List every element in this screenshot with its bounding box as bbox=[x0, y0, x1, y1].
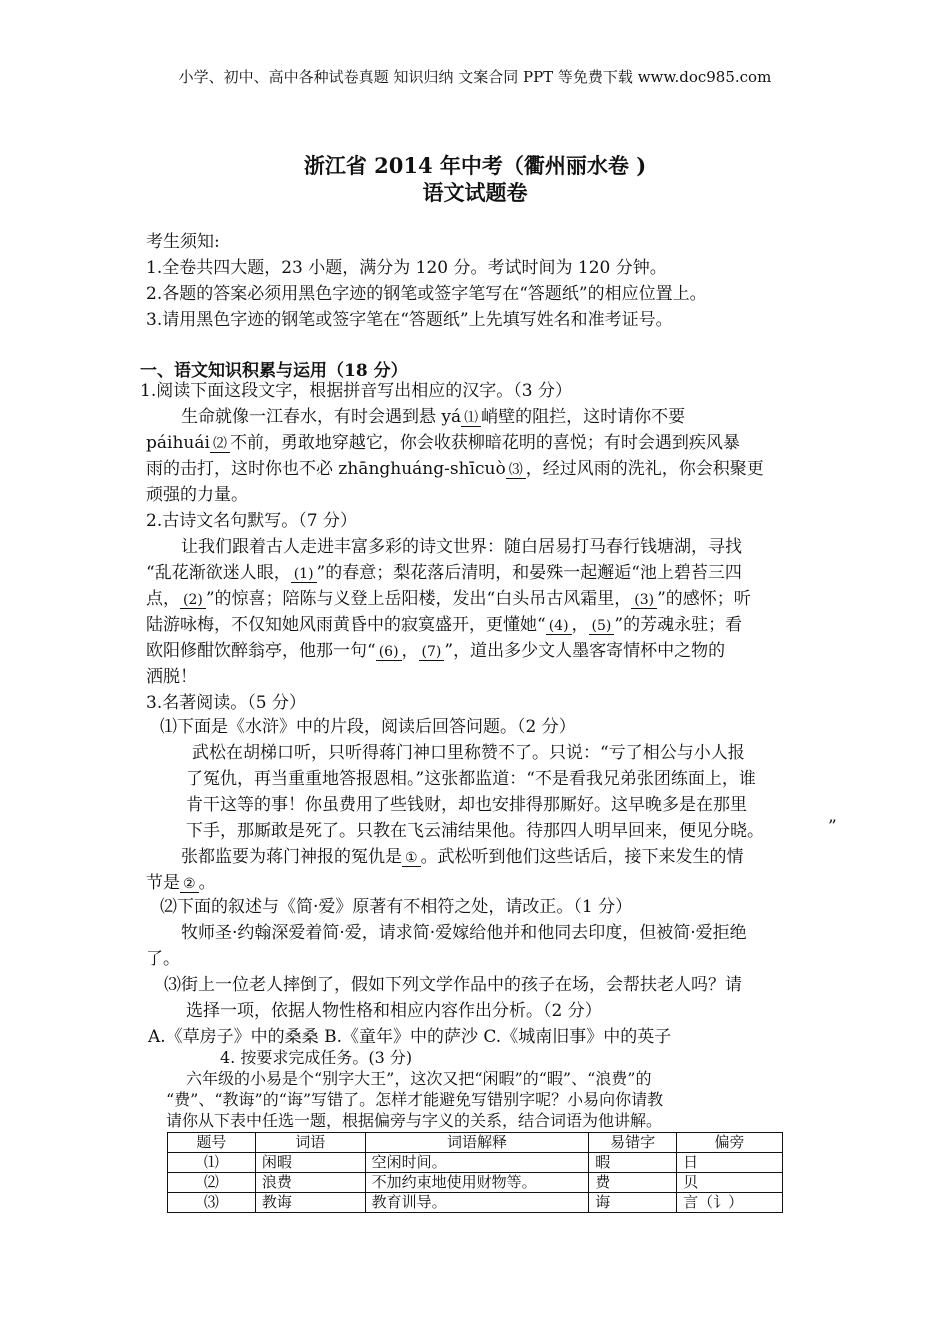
blank: (4) bbox=[546, 618, 572, 635]
blank-2: ⑵ bbox=[210, 436, 230, 453]
question-3-sub-2: ⑵下面的叙述与《简·爱》原著有不相符之处，请改正。（1 分） bbox=[160, 897, 633, 917]
closing-quote: ” bbox=[828, 817, 837, 837]
question-3-sub-3: 选择一项，依据人物性格和相应内容作出分析。（2 分） bbox=[186, 1001, 602, 1021]
notice-item: 1.全卷共四大题，23 小题，满分为 120 分。考试时间为 120 分钟。 bbox=[146, 258, 667, 278]
text: 张都监要为蒋门神报的冤仇是 bbox=[181, 847, 402, 867]
table-cell: 日 bbox=[677, 1153, 783, 1173]
excerpt-line: 了冤仇，再当重重地答报恩相。”这张都监道：“不是看我兄弟张团练面上，谁 bbox=[186, 769, 756, 789]
blank: (1) bbox=[291, 566, 317, 583]
table-cell: 教育训导。 bbox=[365, 1193, 589, 1213]
text: ”的感怀；听 bbox=[657, 589, 751, 609]
table-header-row bbox=[168, 1133, 783, 1153]
table-row bbox=[168, 1193, 783, 1213]
text: ， bbox=[401, 641, 419, 661]
blank-3: ⑶ bbox=[506, 462, 526, 479]
section-heading: 一、语文知识积累与运用（18 分） bbox=[140, 361, 408, 381]
notice-item: 2.各题的答案必须用黑色字迹的钢笔或签字笔写在“答题纸”的相应位置上。 bbox=[146, 284, 707, 304]
question-3-sub-1: ⑴下面是《水浒》中的片段，阅读后回答问题。（2 分） bbox=[160, 717, 576, 737]
table-cell: 不加约束地使用财物等。 bbox=[365, 1173, 589, 1193]
table-cell: 贝 bbox=[677, 1173, 783, 1193]
exam-title: 浙江省 2014 年中考（衢州丽水卷 ) bbox=[303, 153, 647, 178]
question-3-answer-line bbox=[146, 870, 216, 897]
blank-1: ⑴ bbox=[461, 410, 481, 427]
text: 生命就像一江春水，有时会遇到悬 yá bbox=[181, 407, 462, 427]
table-cell: 闲暇 bbox=[255, 1153, 365, 1173]
blank: (5) bbox=[589, 618, 615, 635]
text: ， bbox=[571, 615, 589, 635]
question-2-stem: 2.古诗文名句默写。（7 分） bbox=[146, 511, 357, 531]
excerpt-line: 肯干这等的事！你虽费用了些钱财，却也安排得那厮好。这早晚多是在那里 bbox=[186, 795, 747, 815]
text: ”的芳魂永驻；看 bbox=[614, 615, 743, 635]
table-cell: 教诲 bbox=[255, 1193, 365, 1213]
text: 不前，勇敢地穿越它，你会收获柳暗花明的喜悦；有时会遇到疾风暴 bbox=[229, 433, 740, 453]
column-header: 题号 bbox=[168, 1133, 256, 1153]
question-2-line: 洒脱！ bbox=[146, 667, 197, 687]
text: 欧阳修酣饮醉翁亭，他那一句“ bbox=[146, 641, 376, 661]
table-cell: ⑴ bbox=[168, 1153, 256, 1173]
blank: (3) bbox=[631, 592, 657, 609]
table-cell: 浪费 bbox=[255, 1173, 365, 1193]
text: ”的春意；梨花落后清明，和晏殊一起邂逅“池上碧苔三四 bbox=[316, 563, 742, 583]
text: 点， bbox=[146, 589, 180, 609]
word-table bbox=[167, 1132, 783, 1213]
text: 陆游咏梅，不仅知她风雨黄昏中的寂寞盛开，更懂她“ bbox=[146, 615, 546, 635]
text: 。 bbox=[198, 873, 216, 893]
table-row bbox=[168, 1153, 783, 1173]
page-header: 小学、初中、高中各种试卷真题 知识归纳 文案合同 PPT 等免费下载 www.doc985.com bbox=[178, 68, 772, 86]
notice-item: 3.请用黑色字迹的钢笔或签字笔在“答题纸”上先填写姓名和准考证号。 bbox=[146, 310, 673, 330]
column-header: 易错字 bbox=[589, 1133, 677, 1153]
text: 雨的击打，这时你也不必 zhānghuáng-shīcuò bbox=[146, 459, 506, 479]
text: ”的惊喜；陪陈与义登上岳阳楼，发出“白头吊古风霜里， bbox=[205, 589, 632, 609]
column-header: 词语 bbox=[255, 1133, 365, 1153]
question-4-stem: 4. 按要求完成任务。(3 分) bbox=[220, 1048, 413, 1067]
table-row bbox=[168, 1173, 783, 1193]
column-header: 词语解释 bbox=[365, 1133, 589, 1153]
question-2-line: 让我们跟着古人走进丰富多彩的诗文世界：随白居易打马春行钱塘湖，寻找 bbox=[181, 537, 742, 557]
blank-2: ② bbox=[180, 876, 199, 893]
table-cell: 诲 bbox=[589, 1193, 677, 1213]
question-4-text: 六年级的小易是个“别字大王”，这次又把“闲暇”的“暇”、“浪费”的 bbox=[186, 1069, 652, 1088]
column-header: 偏旁 bbox=[677, 1133, 783, 1153]
question-2-line bbox=[146, 638, 725, 665]
table-cell: ⑶ bbox=[168, 1193, 256, 1213]
question-3-sub-2-text: 牧师圣·约翰深爱着简·爱，请求简·爱嫁给他并和他同去印度，但被简·爱拒绝 bbox=[181, 923, 747, 943]
table-cell: 言（讠） bbox=[677, 1193, 783, 1213]
notice-heading: 考生须知: bbox=[146, 232, 220, 252]
question-2-line bbox=[146, 560, 742, 587]
text: “乱花渐欲迷人眼， bbox=[146, 563, 291, 583]
text: 。武松听到他们这些话后，接下来发生的情 bbox=[420, 847, 744, 867]
blank-1: ① bbox=[402, 850, 421, 867]
excerpt-line: 武松在胡梯口听，只听得蒋门神口里称赞不了。只说：“亏了相公与小人报 bbox=[192, 743, 745, 763]
text: páihuái bbox=[146, 433, 210, 453]
text: 节是 bbox=[146, 873, 180, 893]
question-3-stem: 3.名著阅读。（5 分） bbox=[146, 693, 306, 713]
table-cell: 暇 bbox=[589, 1153, 677, 1173]
question-1-line bbox=[146, 456, 764, 483]
text: 峭壁的阻拦，这时请你不要 bbox=[481, 407, 686, 427]
question-3-sub-2-text: 了。 bbox=[146, 949, 180, 969]
exam-subtitle: 语文试题卷 bbox=[422, 180, 528, 205]
text: ，经过风雨的洗礼，你会积聚更 bbox=[525, 459, 764, 479]
table-cell: 费 bbox=[589, 1173, 677, 1193]
excerpt-line: 下手，那厮敢是死了。只教在飞云浦结果他。待那四人明早回来，便见分晓。 bbox=[186, 821, 764, 841]
text: ”，道出多少文人墨客寄情杯中之物的 bbox=[444, 641, 726, 661]
question-4-text: 请你从下表中任选一题，根据偏旁与字义的关系，结合词语为他讲解。 bbox=[166, 1111, 663, 1130]
question-3-options: A.《草房子》中的桑桑 B.《童年》中的萨沙 C.《城南旧事》中的英子 bbox=[148, 1027, 672, 1047]
question-2-line bbox=[146, 586, 751, 613]
question-3-answer-line bbox=[181, 844, 744, 871]
blank: (7) bbox=[419, 644, 445, 661]
question-1-line: 顽强的力量。 bbox=[146, 485, 248, 505]
blank: (2) bbox=[180, 592, 206, 609]
question-1-line bbox=[146, 430, 740, 457]
question-1-line bbox=[181, 404, 685, 431]
question-4-text: “费”、“教诲”的“诲”写错了。怎样才能避免写错别字呢？小易向你请教 bbox=[166, 1090, 664, 1109]
question-2-line bbox=[146, 612, 742, 639]
question-1-stem: 1.阅读下面这段文字，根据拼音写出相应的汉字。（3 分） bbox=[140, 381, 572, 401]
blank: (6) bbox=[376, 644, 402, 661]
table-cell: ⑵ bbox=[168, 1173, 256, 1193]
question-3-sub-3: ⑶街上一位老人摔倒了，假如下列文学作品中的孩子在场，会帮扶老人吗？请 bbox=[164, 975, 742, 995]
table-cell: 空闲时间。 bbox=[365, 1153, 589, 1173]
